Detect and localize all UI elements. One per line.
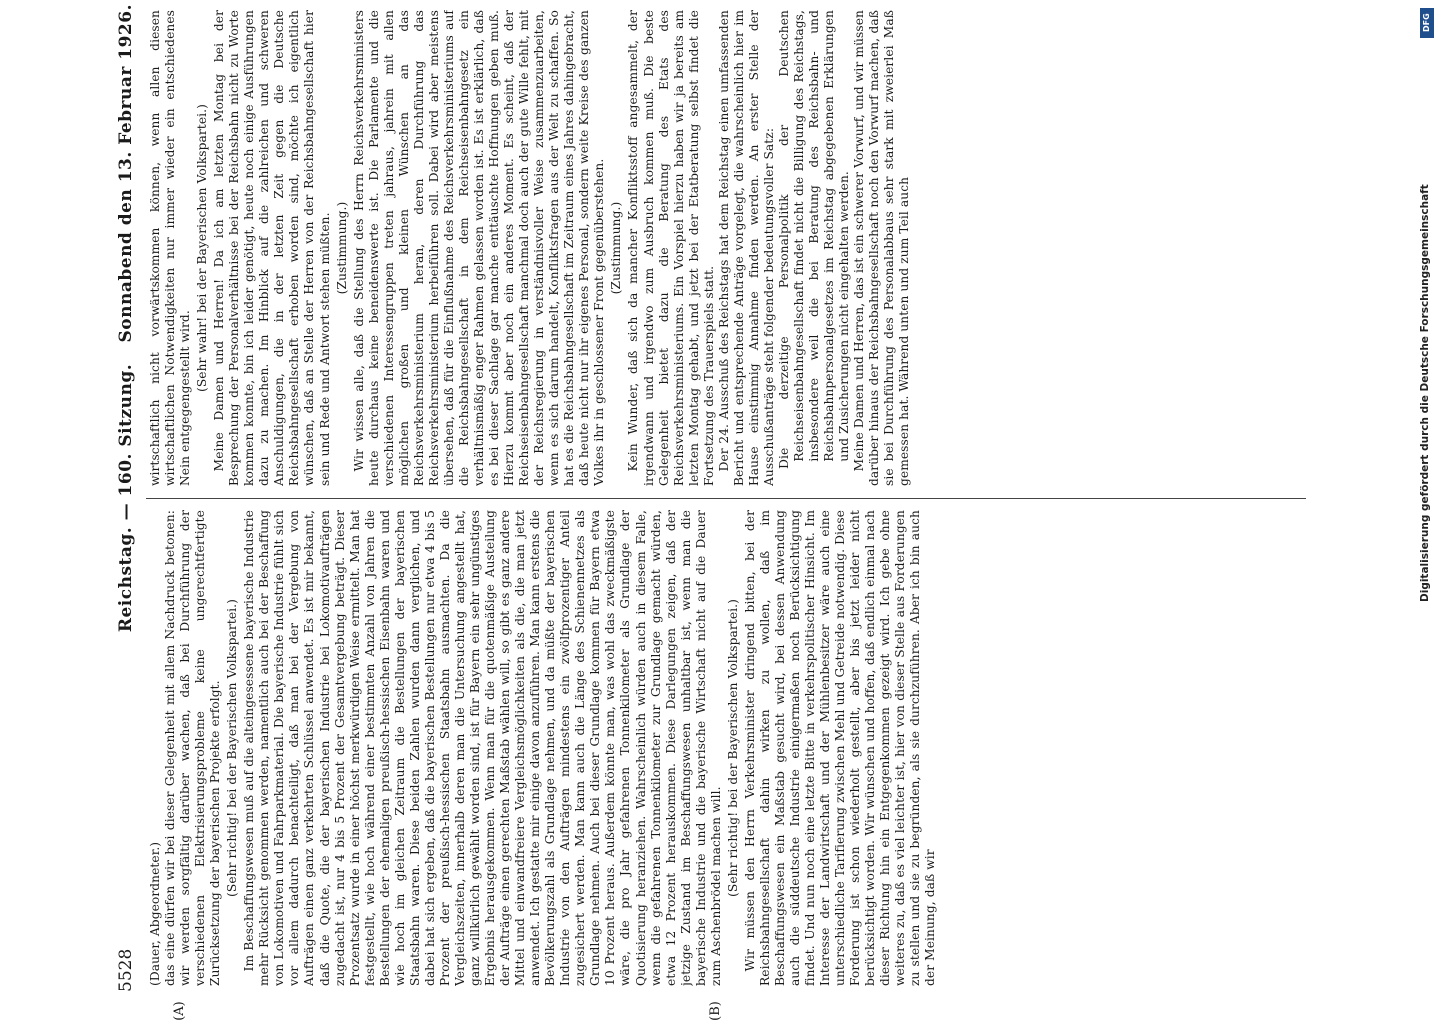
interjection: (Sehr richtig! bei der Bayerischen Volkspartei.) <box>725 599 740 897</box>
margin-letter-a: (A) <box>172 1001 187 1021</box>
paragraph: Meine Damen und Herren! Da ich am letzten Montag bei der Besprechung der Personalverhältnisse bei der Reichsbahn nicht zu Worte kommen konnte, bin ich leider genötigt, heute noch einige Ausführungen dazu zu machen. Im Hinblick auf die zahlreichen und schweren Anschuldigungen, die in der letzten Zeit gegen die Deutsche Reichsbahngesellschaft erhoben worden sind, möchte ich eigentlich wünschen, daß an Stelle der Herren von der Reichsbahngesellschaft hier sein und Rede und Antwort stehen müßten. <box>212 10 332 486</box>
interjection: (Sehr richtig! bei der Bayerischen Volkspartei.) <box>225 599 240 897</box>
paragraph: Wir müssen den Herrn Verkehrsminister dringend bitten, bei der Reichsbahngesellschaft dahin wirken zu wollen, daß im Beschaffungswesen ein Maßstab gesucht wird, bei dessen Anwendung auch die süddeutsche Industrie einigermaßen noch Berücksichtigung findet. Und nun noch eine letzte Bitte in verkehrspolitischer Hinsicht. Im Interesse der Landwirtschaft und der Mühlenbesitzer wäre auch eine unterschiedliche Tarifierung zwischen Mehl und Getreide notwendig. Diese Forderung ist schon wiederholt gestellt, aber bis jetzt leider nicht berücksichtigt worden. Wir wünschen und hoffen, daß endlich einmal nach dieser Richtung hin ein Entgegenkommen gezeigt wird. Ich gebe ohne weiteres zu, daß es viel leichter ist, hier von dieser Stelle aus Forderungen zu stellen und sie zu begründen, als sie durchzuführen. Aber ich bin auch der Meinung, daß wir <box>742 510 938 986</box>
page-header <box>110 4 144 992</box>
scanned-page <box>110 4 1314 1021</box>
quoted-motion: Die derzeitige Personalpolitik der Deutschen Reichseisenbahngesellschaft findet nicht die Billigung des Reichstags, insbesondere weil die bei Beratung des Reichsbahn- und Reichsbahnpersonalgesetzes im Reichstag abgegebenen Erklärungen und Zusicherungen nicht eingehalten werden. <box>776 10 852 469</box>
dfg-logo: DFG <box>1420 8 1434 38</box>
paragraph: (Dauer, Abgeordneter.) <box>148 841 162 986</box>
interjection: (Zustimmung.) <box>609 201 624 295</box>
paragraph: Im Beschaffungswesen muß auf die alteingesessene bayerische Industrie mehr Rücksicht genommen werden, namentlich auch bei der Beschaffung von Lokomotiven und Fahrparkmaterial. Die bayerische Industrie fühlt sich vor allem dadurch benachteiligt, daß man bei der Vergebung von Aufträgen einen ganz verkehrten Schlüssel anwendet. Es ist mir bekannt, daß die Quote, die der bayerischen Industrie bei Lokomotivaufträgen zugedacht ist, nur 4 bis 5 Prozent der Gesamtvergebung beträgt. Dieser Prozentsatz wurde in einer höchst merkwürdigen Weise ermittelt. Man hat festgestellt, wie hoch während einer bestimmten Anzahl von Jahren die Bestellungen der ehemaligen preußisch-hessischen Eisenbahn waren und wie hoch im gleichen Zeitraum die Bestellungen der bayerischen Staatsbahn waren. Diese beiden Zahlen wurden dann verglichen, und dabei hat sich ergeben, daß die bayerischen Bestellungen nur etwa 4 bis 5 Prozent der preußisch-hessischen Staatsbahn ausmachten. Da die Vergleichszeiten, innerhalb deren man die Untersuchung angestellt hat, ganz willkürlich gewählt worden sind, ist für Bayern ein sehr ungünstiges Ergebnis herausgekommen. Wenn man für die quotenmäßige Austeilung der Aufträge einen gerechten Maßstab wählen will, so gibt es ganz andere Mittel und einwandfreiere Vergleichsmöglichkeiten als die, die man jetzt anwendet. Ich gestatte mir einige davon anzuführen. Man kann erstens die Bevölkerungszahl als Grundlage nehmen, und da müßte der bayerischen Industrie von den Aufträgen mindestens ein zwölfprozentiger Anteil zugesichert werden. Man kann auch die Länge des Schienennetzes als Grundlage nehmen. Auch bei dieser Grundlage kommen für Bayern etwa 10 Prozent heraus. Außerdem könnte man, was wohl das zweckmäßigste wäre, die pro Jahr gefahrenen Tonnenkilometer als Grundlage der Quotisierung heranziehen. Wahrscheinlich würden auch in diesem Falle, wenn die gefahrenen Tonnenkilometer zur Grundlage gemacht würden, etwa 12 Prozent herauskommen. Diese Darlegungen zeigen, daß der jetzige Zustand im Beschaffungswesen unhaltbar ist, wenn man die bayerische Industrie und die bayerische Wirtschaft nicht auf die Dauer zum Aschenbrödel machen will. <box>242 510 723 986</box>
session-date: Sonnabend den 13. Februar 1926. <box>116 4 136 343</box>
paragraph: Meine Damen und Herren, das ist ein schwerer Vorwurf, und wir müssen darüber hinaus der Reichsbahngesellschaft noch den Vorwurf machen, daß sie bei Durchführung des Personalabbaus sehr stark mit zweierlei Maß gemessen hat. Während unten und zum Teil auch <box>852 10 912 486</box>
interjection: (Sehr wahr! bei der Bayerischen Volkspartei.) <box>195 104 210 393</box>
paragraph: Wir wissen alle, daß die Stellung des Herrn Reichsverkehrsministers heute durchaus keine beneidenswerte ist. Die Parlamente und die verschiedenen Interessengruppen treten jahraus, jahrein mit allen möglichen großen und kleinen Wünschen an das Reichsverkehrsministerium heran, deren Durchführung das Reichsverkehrsministerium herbeiführen soll. Dabei wird aber meistens übersehen, daß für die Einflußnahme des Reichsverkehrsministeriums auf die Reichsbahngesellschaft in dem Reichseisenbahngesetz ein verhältnismäßig enger Rahmen gelassen worden ist. Es ist erklärlich, daß es bei dieser Sachlage gar manche enttäuschte Hoffnungen geben muß. Hierzu kommt aber noch ein anderes Moment. Es scheint, daß der Reichseisenbahngesellschaft manchmal doch auch der gute Wille fehlt, mit der Reichsregierung in verständnisvoller Weise zusammenzuarbeiten, wenn es sich darum handelt, Konfliktsfragen aus der Welt zu schaffen. So hat es die Reichsbahngesellschaft im Zeitraum eines Jahres dahingebracht, daß heute nicht nur ihr eigenes Personal, sondern weite Kreise des ganzen Volkes ihr in geschlossener Front gegenüberstehen. <box>351 10 607 486</box>
column-divider <box>146 498 1306 499</box>
margin-letter-b: (B) <box>708 1001 723 1021</box>
funding-credit <box>1418 8 1434 988</box>
paragraph: Kein Wunder, daß sich da mancher Konfliktsstoff angesammelt, der irgendwann und irgendwo zum Ausbruch kommen muß. Die beste Gelegenheit bietet dazu die Beratung des Etats des Reichsverkehrsministeriums. Ein Vorspiel hierzu haben wir ja bereits am letzten Montag gehabt, und jetzt bei der Etatberatung selbst findet die Fortsetzung des Trauerspiels statt. <box>626 10 716 486</box>
credit-text: Digitalisierung gefördert durch die Deutsche Forschungsgemeinschaft <box>1419 184 1431 602</box>
session-title: Reichstag. — 160. Sitzung. <box>116 363 136 633</box>
interjection: (Zustimmung.) <box>334 201 349 295</box>
paragraph: wirtschaftlich nicht vorwärtskommen können, wenn allen diesen wirtschaftlichen Notwendigkeiten nur immer wieder ein entschiedenes Nein entgegengestellt wird. <box>148 10 193 486</box>
page-number: 5528 <box>116 948 136 992</box>
left-column <box>148 510 1308 986</box>
paragraph: das eine dürfen wir bei dieser Gelegenheit mit allem Nachdruck betonen: wir werden sorgfältig darüber wachen, daß bei Durchführung der verschiedenen Elektrisierungsprobleme keine ungerechtfertigte Zurücksetzung der bayerischen Projekte erfolgt. <box>163 510 223 986</box>
right-column <box>148 10 1308 486</box>
paragraph: Der 24. Ausschuß des Reichstags hat dem Reichstag einen umfassenden Bericht und entsprechende Anträge vorgelegt, die wahrscheinlich hier im Hause einstimmig Annahme finden werden. An erster Stelle der Ausschußanträge steht folgender bedeutungsvoller Satz: <box>716 10 776 486</box>
